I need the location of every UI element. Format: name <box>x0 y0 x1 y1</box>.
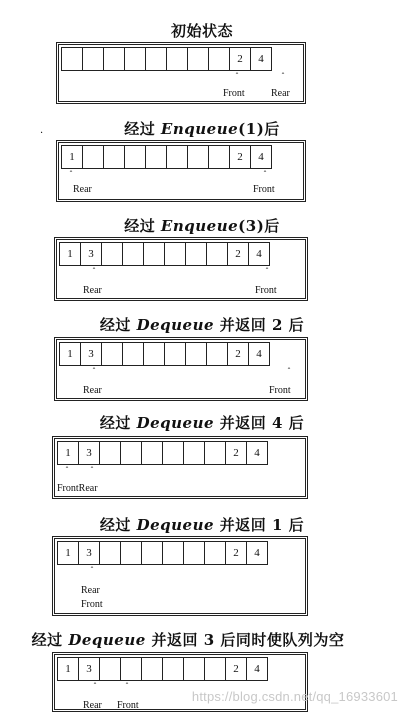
queue-cell <box>122 342 144 366</box>
front-pointer-icon: ˆ <box>235 72 239 81</box>
front-label: Front <box>253 184 275 195</box>
queue-cell <box>166 47 188 71</box>
queue-cell <box>208 47 230 71</box>
queue-cell <box>122 242 144 266</box>
title-text: 并返回 2 后 <box>214 316 305 334</box>
rear-label: Rear <box>81 585 100 596</box>
rear-pointer-icon: ˆ <box>92 367 96 376</box>
queue-cell <box>120 541 142 565</box>
queue-cell <box>185 242 207 266</box>
rear-pointer-icon: ˆ <box>69 170 73 179</box>
title-text: 经过 <box>124 217 161 235</box>
queue-cell: 1 <box>59 342 81 366</box>
rear-pointer-icon: ˆ <box>92 267 96 276</box>
queue-panel-dequeue-1 <box>52 536 308 616</box>
state-3-title <box>0 215 404 236</box>
state-7-title <box>0 629 390 650</box>
pointer-icon: ˆ <box>90 566 94 575</box>
queue-cell <box>103 145 125 169</box>
queue-cell: 4 <box>246 441 268 465</box>
queue-cell <box>143 342 165 366</box>
state-1-title <box>0 20 404 41</box>
queue-cell <box>141 441 163 465</box>
title-text: (1)后 <box>238 120 280 138</box>
title-text: 并返回 1 后 <box>214 516 305 534</box>
queue-cell: 3 <box>78 541 100 565</box>
title-text: 初始状态 <box>170 22 233 40</box>
queue-cell <box>101 242 123 266</box>
queue-cell <box>99 657 121 681</box>
queue-cell <box>141 541 163 565</box>
queue-cell <box>120 441 142 465</box>
queue-array <box>59 342 269 366</box>
title-operation: Enqueue <box>160 217 239 235</box>
queue-array <box>59 242 269 266</box>
rear-label: Rear <box>83 700 102 711</box>
state-4-title <box>0 314 404 335</box>
queue-cell: 4 <box>248 342 270 366</box>
queue-cell <box>82 47 104 71</box>
queue-cell <box>185 342 207 366</box>
queue-panel-dequeue-4 <box>52 436 308 499</box>
queue-cell: 2 <box>225 441 247 465</box>
queue-cell <box>145 145 167 169</box>
queue-cell: 3 <box>80 242 102 266</box>
queue-cell: 2 <box>225 541 247 565</box>
rear-pointer-icon: ˆ <box>93 682 97 691</box>
title-operation: Dequeue <box>68 631 146 649</box>
queue-cell <box>166 145 188 169</box>
front-label: Front <box>81 599 103 610</box>
queue-cell: 4 <box>248 242 270 266</box>
rear-label: Rear <box>83 285 102 296</box>
queue-cell <box>183 541 205 565</box>
queue-panel-enqueue-3 <box>54 237 308 301</box>
queue-cell <box>162 657 184 681</box>
queue-cell: 3 <box>78 657 100 681</box>
title-text: 经过 <box>31 631 69 649</box>
front-label: Front <box>117 700 139 711</box>
stray-dot: · <box>40 128 44 139</box>
queue-cell <box>124 145 146 169</box>
rear-label: Rear <box>73 184 92 195</box>
queue-cell <box>103 47 125 71</box>
queue-cell: 4 <box>250 145 272 169</box>
queue-cell <box>143 242 165 266</box>
queue-cell <box>164 342 186 366</box>
front-pointer-icon: ˆ <box>263 170 267 179</box>
front-pointer-icon: ˆ <box>265 267 269 276</box>
front-pointer-icon: ˆ <box>65 466 69 475</box>
queue-cell <box>204 657 226 681</box>
queue-array <box>61 47 271 71</box>
front-label: Front <box>223 88 245 99</box>
state-6-title <box>0 514 404 535</box>
queue-cell: 1 <box>59 242 81 266</box>
queue-cell <box>164 242 186 266</box>
title-text: (3)后 <box>238 217 280 235</box>
queue-cell <box>206 242 228 266</box>
state-2-title <box>0 118 404 139</box>
queue-cell: 1 <box>57 657 79 681</box>
queue-cell: 2 <box>227 342 249 366</box>
queue-cell: 1 <box>57 441 79 465</box>
queue-cell <box>162 541 184 565</box>
rear-label: Rear <box>83 385 102 396</box>
queue-cell <box>99 441 121 465</box>
queue-cell: 2 <box>227 242 249 266</box>
queue-cell <box>162 441 184 465</box>
title-text: 经过 <box>99 414 137 432</box>
queue-panel-enqueue-1 <box>56 140 306 202</box>
queue-cell <box>141 657 163 681</box>
queue-panel-dequeue-2 <box>54 337 308 401</box>
title-text: 并返回 4 后 <box>214 414 305 432</box>
queue-cell <box>204 441 226 465</box>
rear-label: Rear <box>271 88 290 99</box>
queue-cell: 2 <box>229 47 251 71</box>
queue-cell: 3 <box>80 342 102 366</box>
queue-cell: 2 <box>225 657 247 681</box>
queue-cell <box>187 145 209 169</box>
state-5-title <box>0 412 404 433</box>
queue-cell: 4 <box>246 541 268 565</box>
rear-pointer-icon: ˆ <box>281 72 285 81</box>
queue-cell <box>124 47 146 71</box>
front-pointer-icon: ˆ <box>125 682 129 691</box>
title-operation: Dequeue <box>136 316 215 334</box>
title-text: 经过 <box>99 316 137 334</box>
queue-cell <box>101 342 123 366</box>
queue-cell: 1 <box>57 541 79 565</box>
queue-panel-initial <box>56 42 306 104</box>
title-text: 并返回 3 后同时使队列为空 <box>145 631 345 649</box>
title-operation: Dequeue <box>136 414 215 432</box>
queue-cell: 1 <box>61 145 83 169</box>
title-text: 经过 <box>124 120 161 138</box>
queue-cell: 2 <box>229 145 251 169</box>
rear-pointer-icon: ˆ <box>90 466 94 475</box>
watermark: https://blog.csdn.net/qq_16933601 <box>191 689 398 704</box>
title-operation: Dequeue <box>136 516 215 534</box>
queue-cell <box>183 441 205 465</box>
queue-cell <box>120 657 142 681</box>
queue-array <box>61 145 271 169</box>
queue-cell <box>183 657 205 681</box>
queue-cell <box>208 145 230 169</box>
queue-cell <box>204 541 226 565</box>
front-label: Front <box>269 385 291 396</box>
queue-cell: 4 <box>250 47 272 71</box>
queue-cell <box>187 47 209 71</box>
front-label: Front <box>255 285 277 296</box>
queue-array <box>57 441 267 465</box>
title-text: 经过 <box>99 516 137 534</box>
queue-cell <box>61 47 83 71</box>
title-operation: Enqueue <box>160 120 239 138</box>
queue-cell: 3 <box>78 441 100 465</box>
queue-cell <box>145 47 167 71</box>
queue-cell <box>206 342 228 366</box>
front-pointer-icon: ˆ <box>287 367 291 376</box>
queue-cell <box>82 145 104 169</box>
queue-array <box>57 657 267 681</box>
queue-cell: 4 <box>246 657 268 681</box>
front-rear-label: FrontRear <box>57 483 98 494</box>
queue-array <box>57 541 267 565</box>
queue-cell <box>99 541 121 565</box>
